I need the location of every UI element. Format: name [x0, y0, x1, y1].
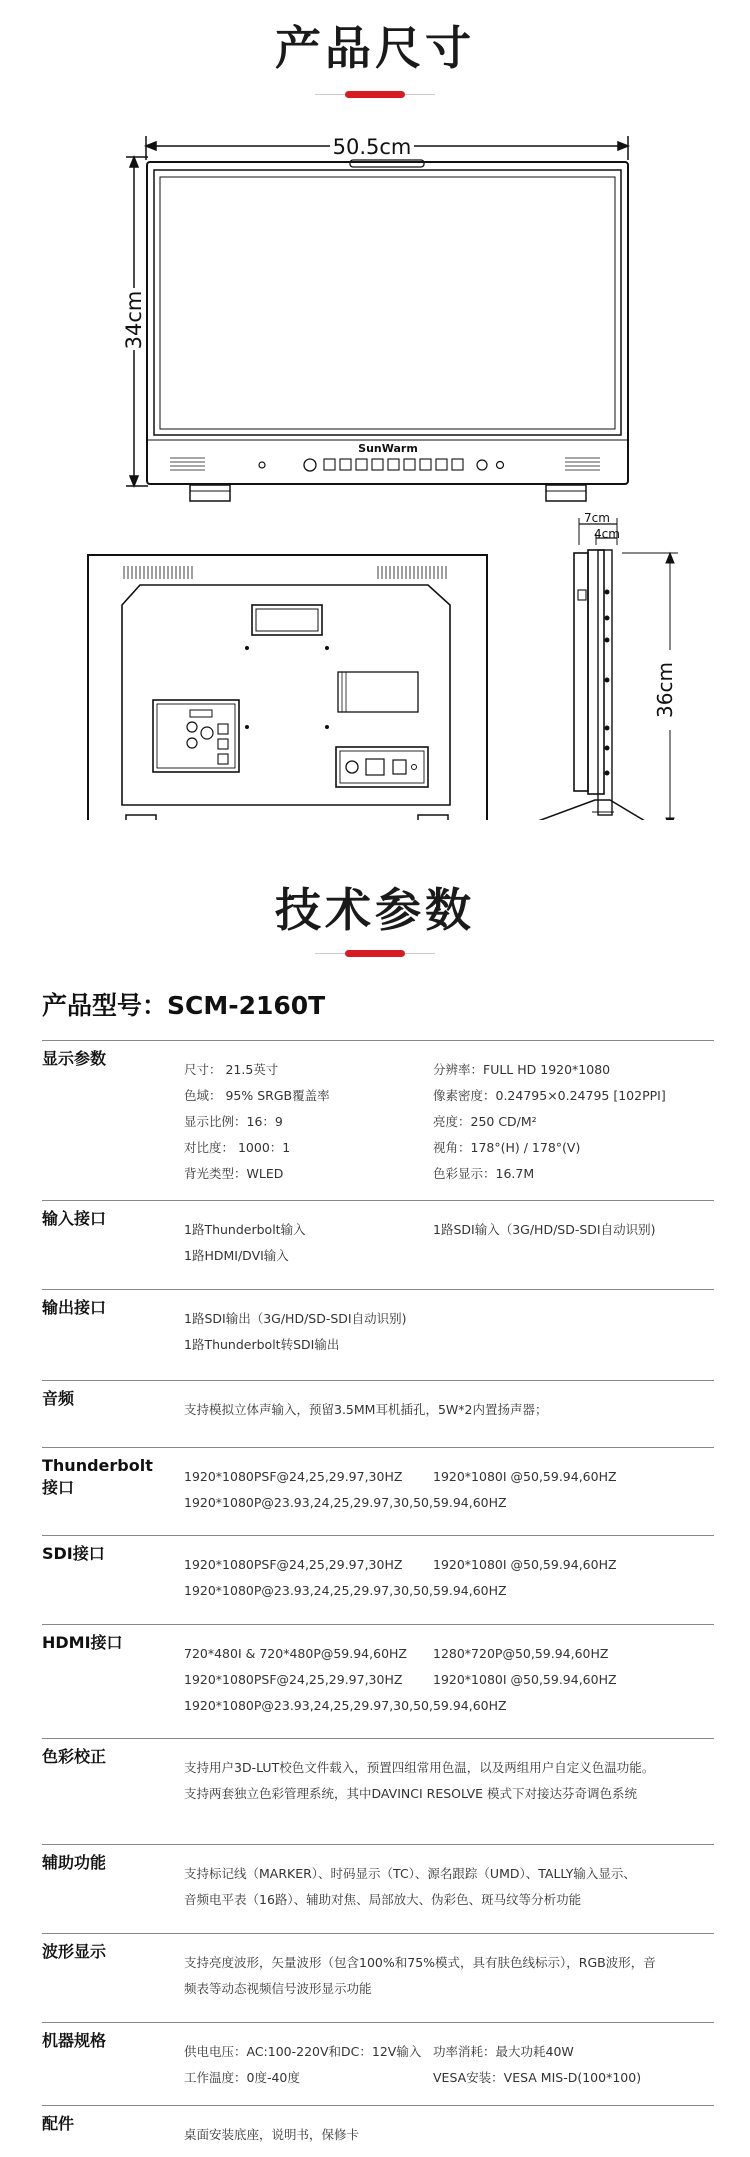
spec-row-heading: 机器规格 [42, 2031, 107, 2050]
spec-row-heading: HDMI接口 [42, 1633, 123, 1652]
spec-value: 尺寸： 21.5英寸 [184, 1062, 279, 1077]
spec-value: 支持两套独立色彩管理系统，其中DAVINCI RESOLVE 模式下对接达芬奇调色系统 [184, 1786, 638, 1801]
spec-value: 1路HDMI/DVI输入 [184, 1248, 289, 1263]
spec-value: 对比度： 1000：1 [184, 1140, 291, 1155]
vent-left [124, 566, 192, 579]
spec-value: 1920*1080P@23.93,24,25,29.97,30,50,59.94,60HZ [184, 1495, 507, 1510]
spec-value: 工作温度：0度-40度 [184, 2070, 300, 2085]
specs-title: 技术参数 [275, 883, 475, 937]
row-divider [42, 1447, 714, 1448]
row-divider [42, 1200, 714, 1201]
spec-value: 支持亮度波形，矢量波形（包含100%和75%模式，具有肤色线标示），RGB波形，音 [184, 1955, 656, 1970]
spec-value: 像素密度：0.24795×0.24795 [102PPI] [433, 1088, 666, 1103]
monitor-back [88, 555, 487, 820]
spec-row-heading: 输入接口 [42, 1209, 107, 1228]
spec-row-heading: 色彩校正 [42, 1747, 107, 1766]
spec-value: 1路SDI输出（3G/HD/SD-SDI自动识别) [184, 1311, 407, 1326]
spec-value: 支持用户3D-LUT校色文件载入，预置四组常用色温，以及两组用户自定义色温功能。 [184, 1760, 655, 1775]
spec-value: 1920*1080PSF@24,25,29.97,30HZ [184, 1672, 403, 1687]
spec-value: 支持模拟立体声输入，预留3.5MM耳机插孔，5W*2内置扬声器； [184, 1402, 548, 1417]
spec-row-heading: 配件 [42, 2114, 75, 2133]
spec-row-heading: 辅助功能 [42, 1853, 107, 1872]
spec-value: 音频电平表（16路）、辅助对焦、局部放大、伪彩色、斑马纹等分析功能 [184, 1892, 582, 1907]
row-divider [42, 1040, 714, 1041]
spec-row-heading: 显示参数 [42, 1049, 107, 1068]
side-height-label: 36cm [653, 662, 677, 718]
spec-value: 1920*1080I @50,59.94,60HZ [433, 1469, 617, 1484]
row-divider [42, 1289, 714, 1290]
spec-value: 支持标记线（MARKER）、时码显示（TC）、源名跟踪（UMD）、TALLY输入显示、 [184, 1866, 636, 1881]
spec-value: 1920*1080P@23.93,24,25,29.97,30,50,59.94,60HZ [184, 1583, 507, 1598]
spec-value: 供电电压：AC:100-220V和DC：12V输入 [184, 2044, 422, 2059]
spec-row-heading: SDI接口 [42, 1544, 105, 1563]
height-label: 34cm [122, 290, 146, 350]
spec-row-heading: Thunderbolt 接口 [42, 1456, 153, 1497]
spec-value: 1920*1080I @50,59.94,60HZ [433, 1672, 617, 1687]
spec-value: 1路Thunderbolt转SDI输出 [184, 1337, 340, 1352]
spec-value: 色域： 95% SRGB覆盖率 [184, 1088, 330, 1103]
row-divider [42, 2105, 714, 2106]
spec-value: 桌面安装底座，说明书，保修卡 [184, 2127, 360, 2142]
row-divider [42, 2022, 714, 2023]
spec-value: 1920*1080P@23.93,24,25,29.97,30,50,59.94,60HZ [184, 1698, 507, 1713]
spec-value: 1路Thunderbolt输入 [184, 1222, 306, 1237]
speaker-grill-right [565, 458, 600, 470]
spec-value: 功率消耗：最大功耗40W [433, 2044, 574, 2059]
vent-right [378, 566, 446, 579]
spec-value: 1920*1080I @50,59.94,60HZ [433, 1557, 617, 1572]
spec-value: 显示比例：16：9 [184, 1114, 283, 1129]
spec-row-heading: 音频 [42, 1389, 75, 1408]
dimensions-title: 产品尺寸 [275, 21, 475, 75]
row-divider [42, 1933, 714, 1934]
spec-value: 视角：178°(H) / 178°(V) [433, 1140, 581, 1155]
spec-value: 1280*720P@50,59.94,60HZ [433, 1646, 609, 1661]
row-divider [42, 1738, 714, 1739]
model-label: 产品型号：SCM-2160T [42, 991, 326, 1020]
row-divider [42, 1844, 714, 1845]
spec-value: 背光类型：WLED [184, 1166, 284, 1181]
spec-value: 频表等动态视频信号波形显示功能 [184, 1981, 372, 1996]
spec-row-heading: 波形显示 [42, 1942, 107, 1961]
speaker-grill-left [170, 458, 205, 470]
specs-accent-bar [345, 950, 405, 957]
spec-value: 1920*1080PSF@24,25,29.97,30HZ [184, 1557, 403, 1572]
spec-value: 亮度：250 CD/M² [433, 1114, 537, 1129]
spec-value: VESA安装：VESA MIS-D(100*100) [433, 2070, 642, 2085]
depth-label: 7cm [584, 511, 610, 525]
row-divider [42, 1380, 714, 1381]
brand-logo: SunWarm [358, 442, 418, 455]
spec-value: 色彩显示：16.7M [433, 1166, 535, 1181]
row-divider [42, 1624, 714, 1625]
width-label: 50.5cm [332, 135, 412, 159]
product-dimension-drawing [0, 0, 750, 820]
row-divider [42, 1535, 714, 1536]
spec-row-heading: 输出接口 [42, 1298, 107, 1317]
depth2-label: 4cm [594, 527, 620, 541]
spec-value: 分辨率：FULL HD 1920*1080 [433, 1062, 611, 1077]
spec-value: 720*480I & 720*480P@59.94,60HZ [184, 1646, 407, 1661]
spec-value: 1路SDI输入（3G/HD/SD-SDI自动识别) [433, 1222, 656, 1237]
spec-value: 1920*1080PSF@24,25,29.97,30HZ [184, 1469, 403, 1484]
